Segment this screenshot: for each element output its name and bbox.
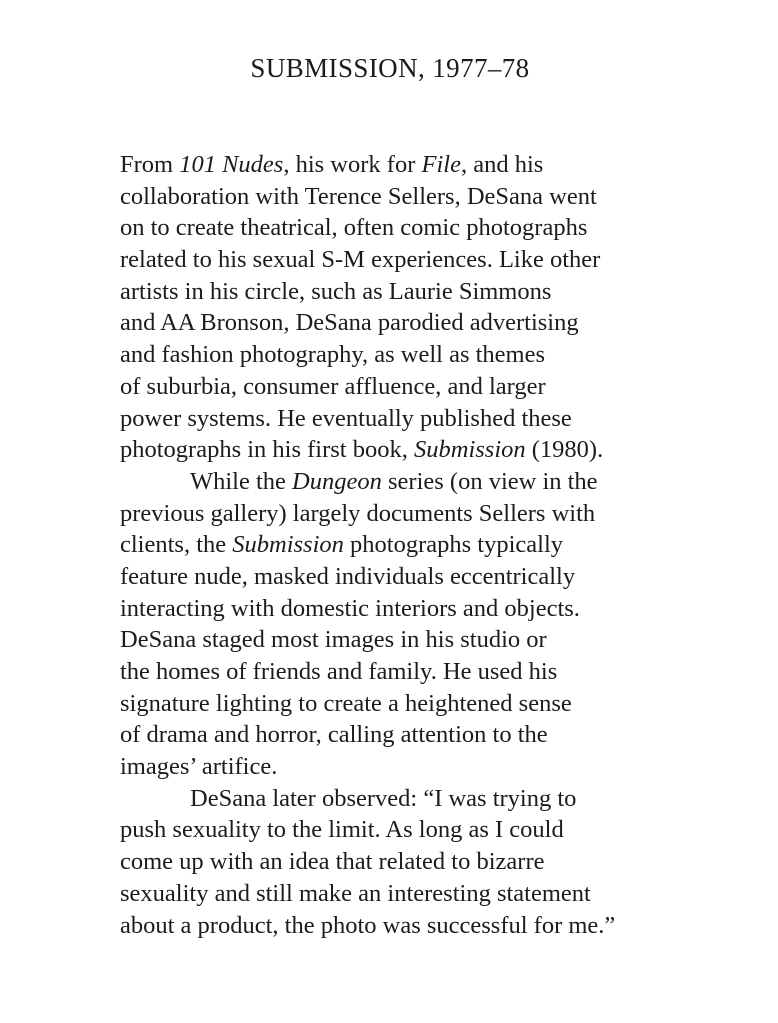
- text-line: [120, 688, 778, 720]
- text-line: [120, 276, 778, 308]
- text-line: [120, 656, 778, 688]
- italic-text-run: Dungeon: [292, 467, 382, 495]
- text-line: [120, 498, 778, 530]
- text-run: From: [120, 151, 180, 178]
- text-line: [120, 814, 778, 846]
- text-line: [120, 751, 778, 783]
- text-line: [120, 878, 778, 910]
- text-line: [120, 624, 778, 656]
- article-body: [120, 149, 778, 941]
- text-run: and AA Bronson, DeSana parodied advertising: [120, 309, 579, 337]
- text-run: DeSana staged most images in his studio or: [120, 626, 547, 654]
- text-run: power systems. He eventually published these: [120, 404, 572, 432]
- page-title: SUBMISSION, 1977–78: [250, 53, 530, 83]
- text-run: While the: [190, 467, 293, 495]
- italic-text-run: Submission: [232, 531, 344, 559]
- text-run: the homes of friends and family. He used his: [120, 658, 558, 685]
- text-run: photographs typically: [343, 531, 564, 559]
- text-run: collaboration with Terence Sellers, DeSana went: [120, 182, 597, 210]
- italic-text-run: Submission: [414, 436, 526, 464]
- text-run: , his work for: [283, 151, 422, 178]
- text-run: , and his: [460, 151, 544, 178]
- text-run: clients, the: [120, 531, 233, 559]
- text-run: DeSana later observed: “I was trying to: [190, 784, 577, 812]
- text-run: come up with an idea that related to bizarre: [120, 848, 545, 876]
- text-line: [120, 593, 778, 625]
- text-run: on to create theatrical, often comic photographs: [120, 214, 588, 242]
- text-line: [120, 783, 778, 815]
- text-line: [120, 212, 778, 244]
- text-run: and fashion photography, as well as themes: [120, 341, 546, 369]
- italic-text-run: File: [421, 151, 461, 178]
- text-line: [120, 403, 778, 435]
- text-run: series (on view in the: [381, 467, 598, 495]
- text-line: [120, 910, 778, 942]
- text-run: photographs in his first book,: [120, 436, 414, 464]
- text-line: [120, 149, 778, 181]
- text-run: of suburbia, consumer affluence, and larger: [120, 372, 546, 400]
- text-line: [120, 561, 778, 593]
- text-line: [120, 529, 778, 561]
- text-run: related to his sexual S-M experiences. Like other: [120, 246, 601, 274]
- text-line: [120, 339, 778, 371]
- text-run: (1980).: [525, 436, 604, 464]
- text-run: signature lighting to create a heightened sense: [120, 689, 572, 717]
- italic-text-run: 101 Nudes: [179, 151, 284, 178]
- text-run: push sexuality to the limit. As long as I could: [120, 816, 564, 844]
- text-line: [120, 719, 778, 751]
- text-line: [120, 244, 778, 276]
- text-run: images’ artifice.: [120, 753, 278, 781]
- text-line: [120, 434, 778, 466]
- text-line: [120, 181, 778, 213]
- text-line: [120, 466, 778, 498]
- text-run: artists in his circle, such as Laurie Simmons: [120, 277, 552, 305]
- text-run: previous gallery) largely documents Sellers with: [120, 499, 596, 527]
- text-run: about a product, the photo was successful for me.”: [120, 911, 616, 939]
- text-run: of drama and horror, calling attention to the: [120, 721, 548, 749]
- text-run: interacting with domestic interiors and objects.: [120, 594, 580, 622]
- text-run: sexuality and still make an interesting statement: [120, 879, 591, 907]
- text-line: [120, 371, 778, 403]
- text-line: [120, 307, 778, 339]
- text-run: feature nude, masked individuals eccentrically: [120, 562, 576, 590]
- text-line: [120, 846, 778, 878]
